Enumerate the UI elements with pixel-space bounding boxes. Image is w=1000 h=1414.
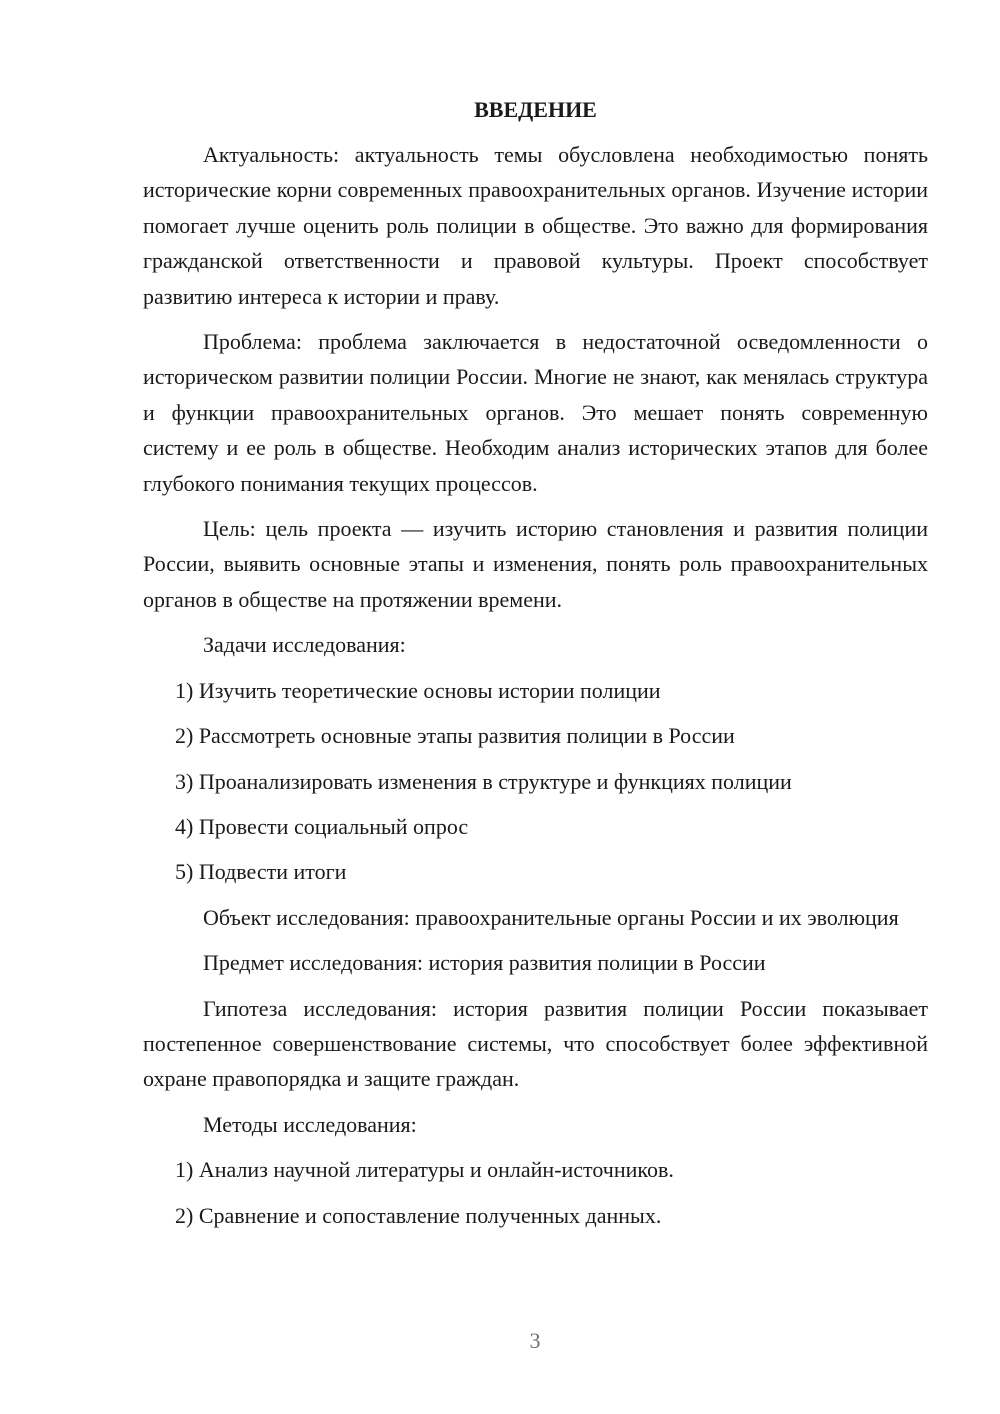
problem-paragraph: Проблема: проблема заключается в недостаточной осведомленности о историческом развитии полиции России. Многие не знают, как менялась структура и функции правоохранительных органов. Это мешает понять современную систему и ее роль в обществе. Необходим анализ исторических этапов для более глубокого понимания текущих процессов. (143, 329, 928, 496)
methods-heading: Методы исследования: (203, 1111, 417, 1137)
subject-paragraph: Предмет исследования: история развития полиции в России (203, 950, 766, 976)
document-page (143, 92, 928, 1243)
tasks-heading: Задачи исследования: (203, 632, 406, 658)
page-number: 3 (529, 1328, 541, 1353)
task-item-1: 1) Изучить теоретические основы истории полиции (175, 677, 661, 703)
method-item-1: 1) Анализ научной литературы и онлайн-источников. (175, 1157, 674, 1183)
task-item-4: 4) Провести социальный опрос (175, 813, 469, 839)
task-item-5: 5) Подвести итоги (175, 859, 347, 885)
relevance-paragraph: Актуальность: актуальность темы обусловлена необходимостью понять исторические корни современных правоохранительных органов. Изучение истории помогает лучше оценить роль полиции в обществе. Это важно для формирования гражданской ответственности и правовой культуры. Проект способствует развитию интереса к истории и праву. (143, 142, 928, 309)
method-item-2: 2) Сравнение и сопоставление полученных данных. (175, 1202, 662, 1228)
object-paragraph: Объект исследования: правоохранительные органы России и их эволюция (203, 904, 899, 930)
hypothesis-paragraph: Гипотеза исследования: история развития полиции России показывает постепенное совершенствование системы, что способствует более эффективной охране правопорядка и защите граждан. (143, 995, 928, 1092)
section-title: ВВЕДЕНИЕ (474, 97, 597, 122)
task-item-3: 3) Проанализировать изменения в структуре и функциях полиции (175, 768, 792, 794)
task-item-2: 2) Рассмотреть основные этапы развития полиции в России (175, 723, 735, 749)
goal-paragraph: Цель: цель проекта — изучить историю становления и развития полиции России, выявить основные этапы и изменения, понять роль правоохранительных органов в обществе на протяжении времени. (143, 516, 928, 612)
